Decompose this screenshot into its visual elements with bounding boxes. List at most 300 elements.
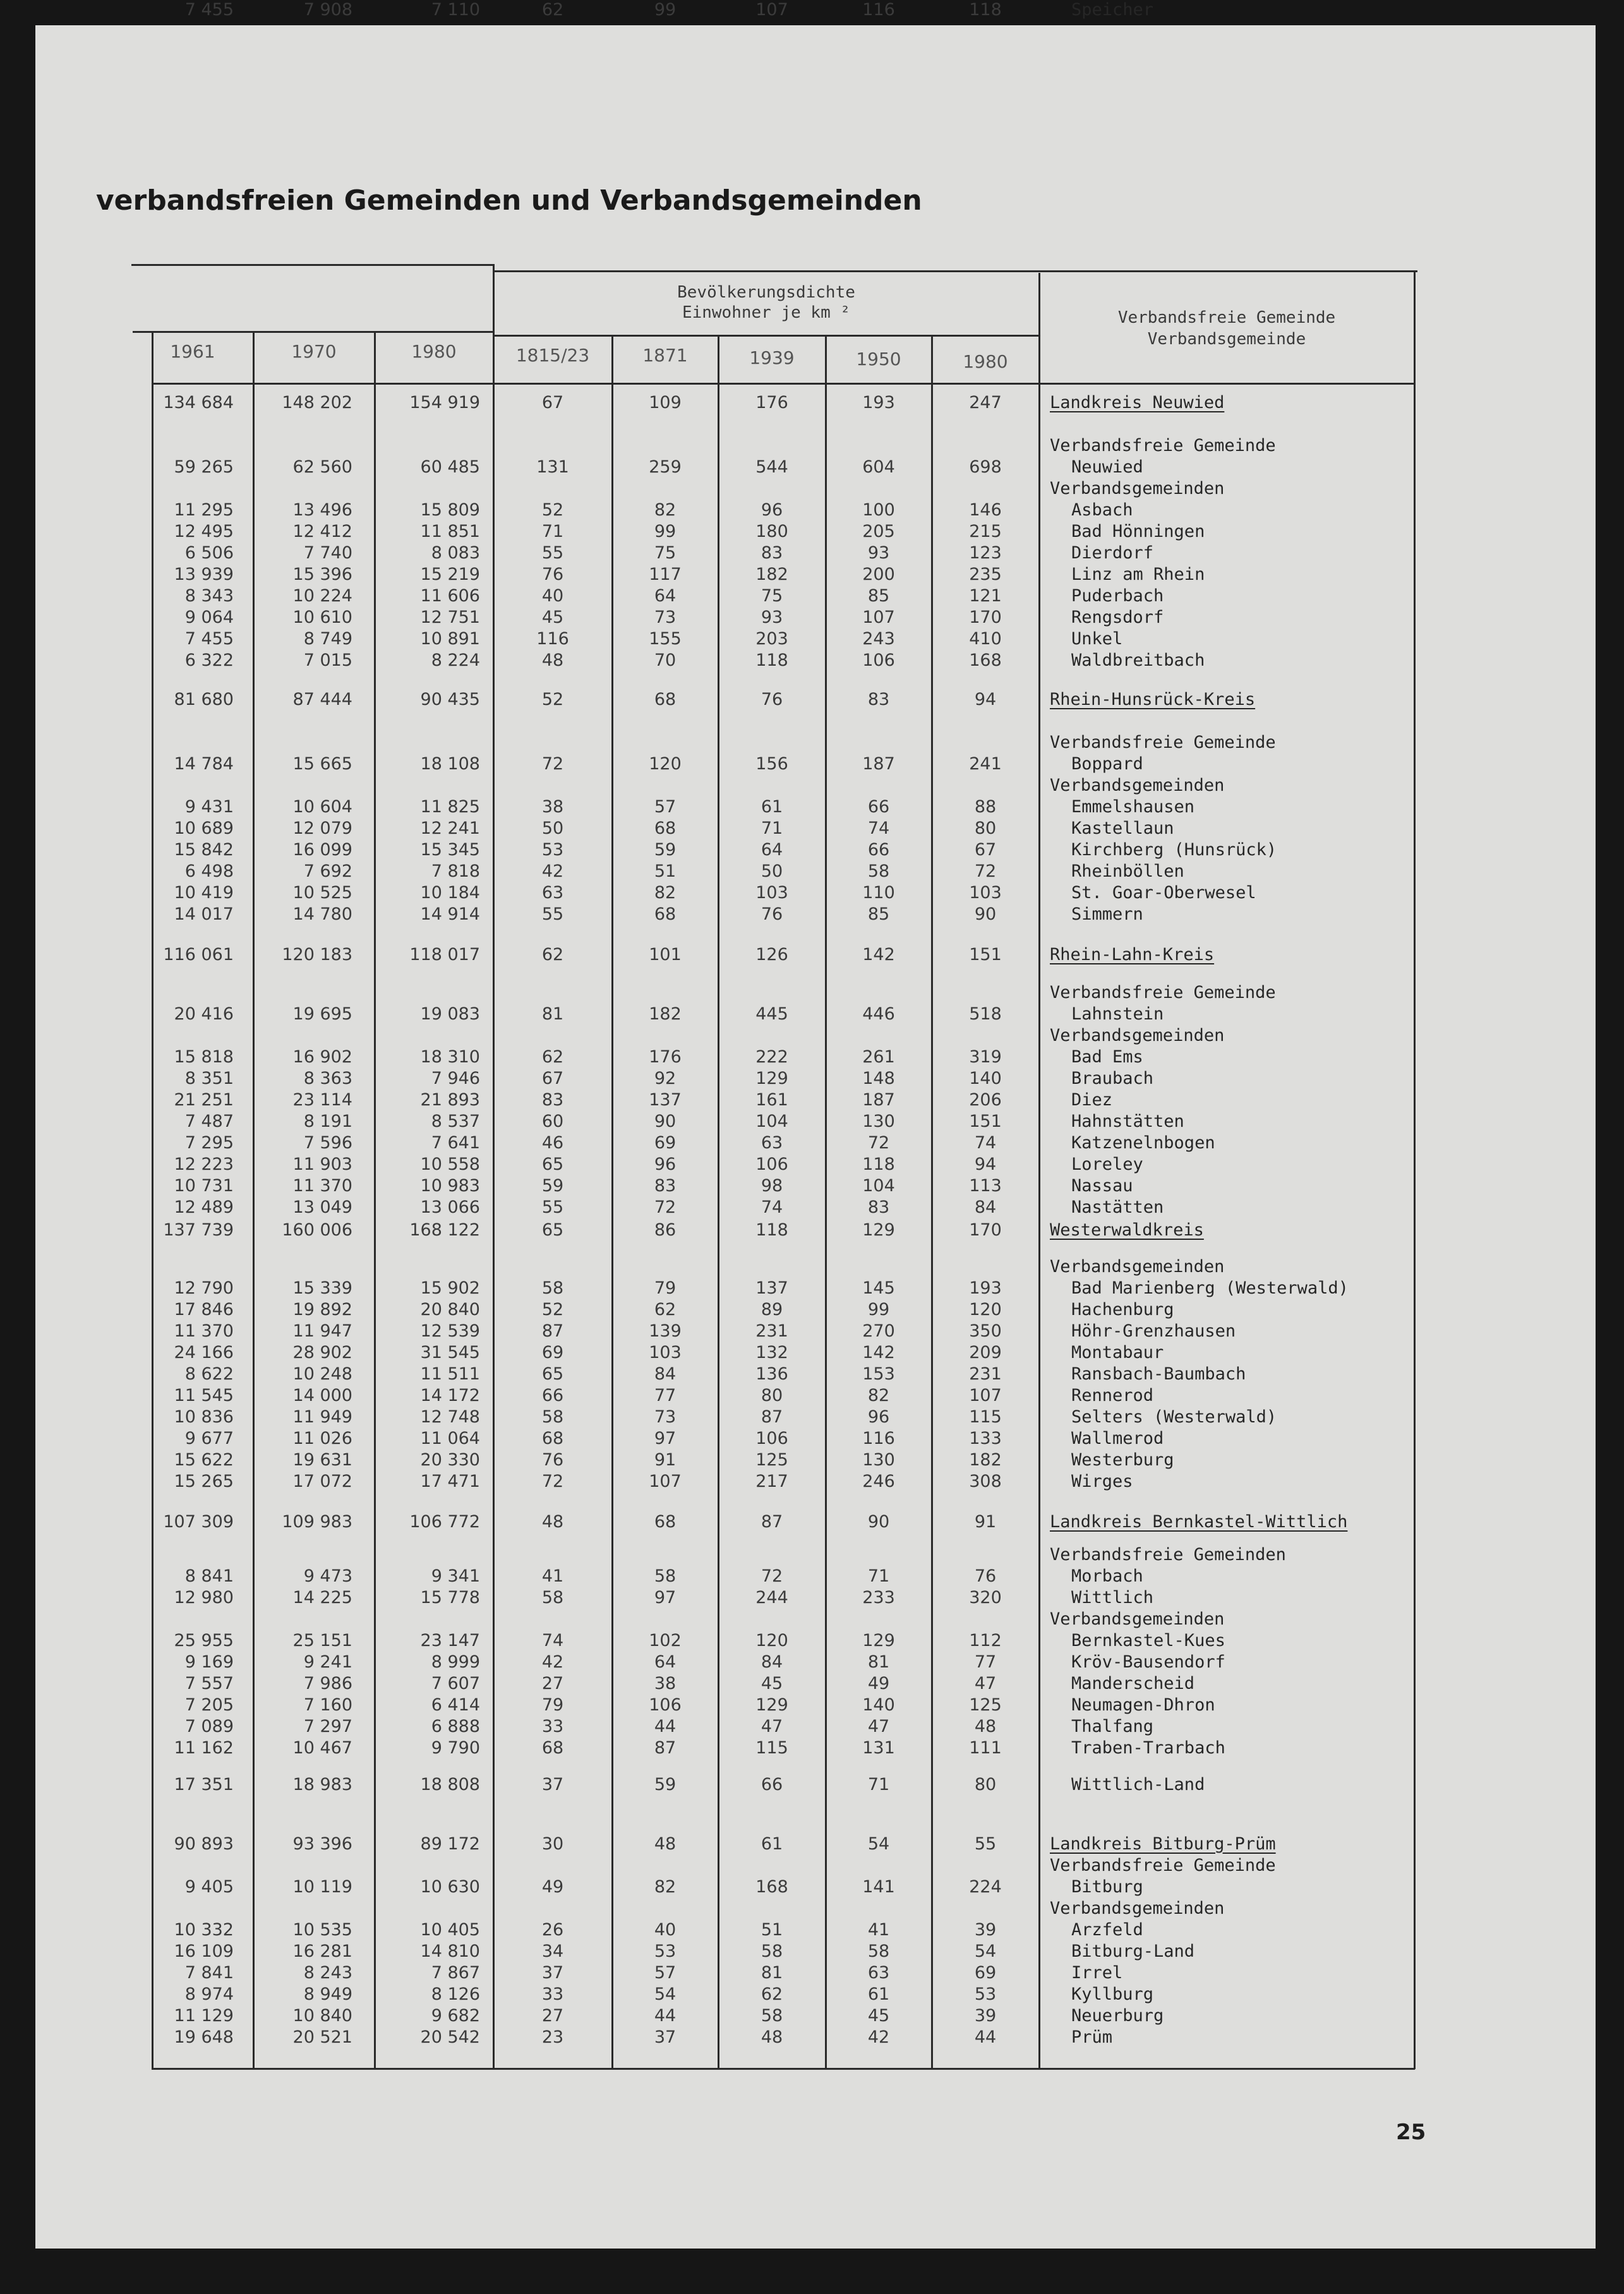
density-cell: 89	[761, 1300, 783, 1319]
population-cell: 14 914	[420, 904, 480, 924]
population-cell: 7 295	[184, 1133, 234, 1153]
density-cell: 99	[867, 1300, 890, 1319]
density-cell: 48	[654, 1834, 677, 1854]
population-cell: 14 784	[174, 754, 234, 774]
density-cell: 38	[654, 1674, 677, 1693]
density-cell: 75	[761, 586, 783, 606]
density-cell: 106	[755, 1429, 788, 1448]
table-row	[0, 883, 1624, 906]
table-row	[0, 1674, 1624, 1696]
density-cell: 33	[541, 1985, 564, 2004]
population-cell: 8 537	[431, 1112, 480, 1131]
municipality-name: Diez	[1071, 1090, 1113, 1110]
density-cell: 193	[969, 1278, 1002, 1298]
district-name: Landkreis Bitburg-Prüm	[1050, 1834, 1276, 1854]
table-row	[0, 522, 1624, 544]
density-cell: 62	[541, 1047, 564, 1067]
density-cell: 544	[755, 457, 788, 477]
population-cell: 19 695	[292, 1004, 352, 1024]
density-cell: 111	[969, 1738, 1002, 1758]
density-cell: 215	[969, 522, 1002, 541]
municipality-name: Höhr-Grenzhausen	[1071, 1321, 1236, 1341]
density-cell: 54	[654, 1985, 677, 2004]
name-col-header-line2: Verbandsgemeinde	[1147, 330, 1306, 349]
population-cell: 11 295	[174, 500, 234, 520]
density-group-header: Bevölkerungsdichte	[677, 283, 855, 302]
density-cell: 222	[755, 1047, 788, 1067]
density-cell: 120	[969, 1300, 1002, 1319]
population-cell: 15 809	[420, 500, 480, 520]
density-cell: 91	[974, 1512, 997, 1532]
table-row	[0, 1112, 1624, 1134]
district-name: Westerwaldkreis	[1050, 1220, 1204, 1240]
density-cell: 48	[541, 1512, 564, 1532]
density-cell: 445	[755, 1004, 788, 1024]
density-cell: 246	[862, 1472, 895, 1491]
density-cell: 90	[654, 1112, 677, 1131]
density-cell: 41	[867, 1920, 890, 1940]
population-cell: 14 780	[292, 904, 352, 924]
density-cell: 129	[862, 1631, 895, 1650]
municipality-name: Hahnstätten	[1071, 1112, 1184, 1131]
density-cell: 52	[541, 1300, 564, 1319]
population-cell: 8 974	[184, 1985, 234, 2004]
table-row	[0, 1942, 1624, 1964]
municipality-name: Westerburg	[1071, 1450, 1174, 1470]
population-cell: 10 610	[292, 608, 352, 627]
density-cell: 243	[862, 629, 895, 649]
population-cell: 11 370	[174, 1321, 234, 1341]
group-label: Verbandsgemeinden	[1050, 1257, 1225, 1276]
municipality-name: Wirges	[1071, 1472, 1133, 1491]
table-row	[0, 797, 1624, 820]
table-top-rule-left	[131, 264, 493, 266]
page-number: 25	[1396, 2120, 1426, 2145]
density-cell: 83	[867, 1198, 890, 1217]
population-cell: 12 079	[292, 819, 352, 838]
municipality-name: Lahnstein	[1071, 1004, 1164, 1024]
density-cell: 62	[541, 945, 564, 964]
density-cell: 156	[755, 754, 788, 774]
density-cell: 83	[654, 1176, 677, 1196]
population-cell: 60 485	[420, 457, 480, 477]
density-cell: 52	[541, 690, 564, 709]
density-cell: 64	[654, 586, 677, 606]
density-cell: 68	[541, 1429, 564, 1448]
population-cell: 10 630	[420, 1877, 480, 1897]
population-cell: 11 162	[174, 1738, 234, 1758]
table-row	[0, 1278, 1624, 1301]
population-cell: 81 680	[174, 690, 234, 709]
density-cell: 47	[974, 1674, 997, 1693]
group-label: Verbandsgemeinden	[1050, 1899, 1225, 1918]
density-cell: 57	[654, 797, 677, 817]
density-cell: 26	[541, 1920, 564, 1940]
municipality-name: Neuwied	[1071, 457, 1143, 477]
population-cell: 9 431	[184, 797, 234, 817]
density-cell: 121	[969, 586, 1002, 606]
density-cell: 54	[974, 1942, 997, 1961]
population-cell: 15 396	[292, 565, 352, 584]
density-cell: 118	[755, 651, 788, 670]
municipality-name: Selters (Westerwald)	[1071, 1407, 1277, 1427]
density-cell: 107	[969, 1386, 1002, 1405]
density-cell: 74	[974, 1133, 997, 1153]
population-cell: 10 224	[292, 586, 352, 606]
municipality-name: Asbach	[1071, 500, 1133, 520]
population-cell: 148 202	[282, 393, 352, 412]
table-row	[0, 904, 1624, 927]
density-cell: 67	[541, 393, 564, 412]
table-row	[0, 1877, 1624, 1900]
density-cell: 106	[862, 651, 895, 670]
population-cell: 9 405	[184, 1877, 234, 1897]
population-cell: 10 525	[292, 883, 352, 903]
population-cell: 6 322	[184, 651, 234, 670]
density-cell: 120	[649, 754, 682, 774]
population-cell: 17 471	[420, 1472, 480, 1491]
density-cell: 77	[974, 1652, 997, 1672]
population-cell: 28 902	[292, 1343, 352, 1362]
density-cell: 68	[654, 690, 677, 709]
density-cell: 112	[969, 1631, 1002, 1650]
density-cell: 116	[862, 0, 895, 20]
density-cell: 60	[541, 1112, 564, 1131]
density-cell: 59	[541, 1176, 564, 1196]
density-cell: 320	[969, 1588, 1002, 1607]
population-cell: 6 414	[431, 1695, 480, 1715]
population-cell: 7 015	[303, 651, 352, 670]
table-row	[0, 1069, 1624, 1091]
table-row	[0, 1386, 1624, 1408]
population-cell: 8 749	[303, 629, 352, 649]
population-cell: 7 455	[184, 0, 234, 20]
density-cell: 61	[761, 797, 783, 817]
table-row	[0, 945, 1624, 968]
density-cell: 85	[867, 904, 890, 924]
density-cell: 83	[867, 690, 890, 709]
table-row	[0, 1738, 1624, 1761]
population-cell: 9 341	[431, 1566, 480, 1586]
table-row	[0, 565, 1624, 587]
table-row	[0, 1588, 1624, 1611]
population-cell: 10 840	[292, 2006, 352, 2026]
density-cell: 77	[654, 1386, 677, 1405]
density-cell: 101	[649, 945, 682, 964]
population-cell: 7 740	[303, 543, 352, 563]
density-cell: 100	[862, 500, 895, 520]
density-cell: 182	[755, 565, 788, 584]
density-cell: 58	[867, 862, 890, 881]
population-cell: 7 641	[431, 1133, 480, 1153]
density-cell: 62	[761, 1985, 783, 2004]
group-label: Verbandsgemeinden	[1050, 479, 1225, 498]
density-cell: 102	[649, 1631, 682, 1650]
density-cell: 176	[649, 1047, 682, 1067]
population-cell: 11 129	[174, 2006, 234, 2026]
density-cell: 61	[867, 1985, 890, 2004]
municipality-name: Braubach	[1071, 1069, 1154, 1088]
density-cell: 187	[862, 754, 895, 774]
population-cell: 9 241	[303, 1652, 352, 1672]
density-cell: 87	[541, 1321, 564, 1341]
population-cell: 7 487	[184, 1112, 234, 1131]
year-header-1871: 1871	[642, 345, 688, 366]
density-cell: 126	[755, 945, 788, 964]
density-cell: 96	[654, 1155, 677, 1174]
table-row	[0, 1300, 1624, 1323]
density-cell: 37	[654, 2027, 677, 2047]
population-cell: 106 772	[409, 1512, 480, 1532]
population-cell: 7 607	[431, 1674, 480, 1693]
density-cell: 116	[536, 629, 569, 649]
population-cell: 120 183	[282, 945, 352, 964]
density-cell: 49	[541, 1877, 564, 1897]
density-cell: 131	[862, 1738, 895, 1758]
population-cell: 25 151	[292, 1631, 352, 1650]
table-row	[0, 393, 1624, 416]
population-cell: 8 243	[303, 1963, 352, 1983]
density-cell: 140	[969, 1069, 1002, 1088]
density-cell: 205	[862, 522, 895, 541]
density-cell: 92	[654, 1069, 677, 1088]
population-cell: 13 496	[292, 500, 352, 520]
population-cell: 24 166	[174, 1343, 234, 1362]
table-row	[0, 1652, 1624, 1675]
density-cell: 48	[761, 2027, 783, 2047]
density-cell: 168	[755, 1877, 788, 1897]
population-cell: 7 160	[303, 1695, 352, 1715]
density-cell: 193	[862, 393, 895, 412]
density-cell: 58	[654, 1566, 677, 1586]
municipality-name: Kröv-Bausendorf	[1071, 1652, 1225, 1672]
density-cell: 50	[761, 862, 783, 881]
density-cell: 76	[761, 904, 783, 924]
density-cell: 97	[654, 1588, 677, 1607]
table-row	[0, 1609, 1624, 1632]
table-row	[0, 1429, 1624, 1451]
population-cell: 15 665	[292, 754, 352, 774]
population-cell: 7 818	[431, 862, 480, 881]
table-row	[0, 629, 1624, 652]
population-cell: 23 114	[292, 1090, 352, 1110]
table-row	[0, 1220, 1624, 1243]
municipality-name: Kirchberg (Hunsrück)	[1071, 840, 1277, 860]
density-cell: 71	[867, 1775, 890, 1794]
density-cell: 37	[541, 1775, 564, 1794]
table-row	[0, 1026, 1624, 1048]
density-cell: 62	[654, 1300, 677, 1319]
pop-header-top	[133, 331, 493, 333]
municipality-name: Simmern	[1071, 904, 1143, 924]
density-cell: 48	[541, 651, 564, 670]
population-cell: 10 604	[292, 797, 352, 817]
municipality-name: Rennerod	[1071, 1386, 1154, 1405]
year-header-1980-density: 1980	[963, 351, 1008, 372]
density-cell: 40	[654, 1920, 677, 1940]
density-cell: 76	[761, 690, 783, 709]
municipality-name: Nastätten	[1071, 1198, 1164, 1217]
population-cell: 12 539	[420, 1321, 480, 1341]
group-label: Verbandsfreie Gemeinde	[1050, 733, 1276, 752]
municipality-name: Wittlich	[1071, 1588, 1154, 1607]
municipality-name: Katzenelnbogen	[1071, 1133, 1215, 1153]
density-cell: 53	[654, 1942, 677, 1961]
district-name: Landkreis Bernkastel-Wittlich	[1050, 1512, 1348, 1532]
density-cell: 44	[654, 1717, 677, 1736]
population-cell: 137 739	[163, 1220, 234, 1240]
population-cell: 7 596	[303, 1133, 352, 1153]
population-cell: 11 825	[420, 797, 480, 817]
population-cell: 14 172	[420, 1386, 480, 1405]
density-unit-header: Einwohner je km ²	[682, 303, 851, 322]
name-col-header-line1: Verbandsfreie Gemeinde	[1117, 308, 1336, 327]
density-cell: 116	[862, 1429, 895, 1448]
density-cell: 76	[974, 1566, 997, 1586]
density-cell: 109	[649, 393, 682, 412]
density-cell: 66	[867, 840, 890, 860]
density-cell: 106	[649, 1695, 682, 1715]
district-name: Landkreis Neuwied	[1050, 393, 1225, 412]
density-cell: 136	[755, 1364, 788, 1384]
population-cell: 11 947	[292, 1321, 352, 1341]
district-name: Rhein-Lahn-Kreis	[1050, 945, 1215, 964]
population-cell: 134 684	[163, 393, 234, 412]
population-cell: 8 126	[431, 1985, 480, 2004]
population-cell: 14 225	[292, 1588, 352, 1607]
density-cell: 71	[541, 522, 564, 541]
density-cell: 410	[969, 629, 1002, 649]
municipality-name: Bad Ems	[1071, 1047, 1143, 1067]
population-cell: 10 332	[174, 1920, 234, 1940]
municipality-name: Kyllburg	[1071, 1985, 1154, 2004]
municipality-name: Thalfang	[1071, 1717, 1154, 1736]
population-cell: 116 061	[163, 945, 234, 964]
municipality-name: Wittlich-Land	[1071, 1775, 1205, 1794]
density-cell: 115	[969, 1407, 1002, 1427]
density-cell: 46	[541, 1133, 564, 1153]
population-cell: 12 495	[174, 522, 234, 541]
population-cell: 11 064	[420, 1429, 480, 1448]
density-cell: 142	[862, 1343, 895, 1362]
table-top-rule-right	[493, 270, 1417, 272]
density-cell: 104	[755, 1112, 788, 1131]
population-cell: 15 902	[420, 1278, 480, 1298]
population-cell: 10 119	[292, 1877, 352, 1897]
density-cell: 51	[654, 862, 677, 881]
density-cell: 82	[654, 1877, 677, 1897]
density-cell: 59	[654, 840, 677, 860]
municipality-name: Morbach	[1071, 1566, 1143, 1586]
density-cell: 99	[654, 0, 677, 20]
density-cell: 38	[541, 797, 564, 817]
population-cell: 7 110	[431, 0, 480, 20]
population-cell: 154 919	[409, 393, 480, 412]
population-cell: 8 841	[184, 1566, 234, 1586]
density-cell: 66	[541, 1386, 564, 1405]
municipality-name: Rengsdorf	[1071, 608, 1164, 627]
municipality-name: Ransbach-Baumbach	[1071, 1364, 1246, 1384]
table-row	[0, 1717, 1624, 1739]
density-cell: 58	[541, 1588, 564, 1607]
population-cell: 15 265	[174, 1472, 234, 1491]
density-cell: 115	[755, 1738, 788, 1758]
table-row	[0, 1364, 1624, 1387]
population-cell: 9 064	[184, 608, 234, 627]
density-cell: 231	[969, 1364, 1002, 1384]
density-cell: 47	[761, 1717, 783, 1736]
table-row	[0, 1155, 1624, 1177]
population-cell: 10 558	[420, 1155, 480, 1174]
table-row	[0, 1545, 1624, 1568]
density-cell: 39	[974, 1920, 997, 1940]
density-cell: 33	[541, 1717, 564, 1736]
population-cell: 20 542	[420, 2027, 480, 2047]
density-cell: 241	[969, 754, 1002, 774]
table-row	[0, 1899, 1624, 1921]
table-row	[0, 1985, 1624, 2007]
density-cell: 133	[969, 1429, 1002, 1448]
population-cell: 12 980	[174, 1588, 234, 1607]
population-cell: 6 888	[431, 1717, 480, 1736]
density-cell: 203	[755, 629, 788, 649]
density-cell: 73	[654, 1407, 677, 1427]
table-row	[0, 1472, 1624, 1494]
density-cell: 71	[867, 1566, 890, 1586]
municipality-name: Prüm	[1071, 2027, 1113, 2047]
density-cell: 55	[541, 543, 564, 563]
density-cell: 83	[761, 543, 783, 563]
table-row	[0, 436, 1624, 459]
density-cell: 130	[862, 1112, 895, 1131]
population-cell: 14 017	[174, 904, 234, 924]
density-cell: 106	[755, 1155, 788, 1174]
table-bottom-border	[152, 2068, 1415, 2070]
density-cell: 55	[974, 1834, 997, 1854]
density-cell: 94	[974, 690, 997, 709]
density-cell: 80	[761, 1386, 783, 1405]
density-cell: 182	[969, 1450, 1002, 1470]
municipality-name: Linz am Rhein	[1071, 565, 1205, 584]
group-label: Verbandsfreie Gemeinde	[1050, 1856, 1276, 1875]
population-cell: 12 751	[420, 608, 480, 627]
density-cell: 67	[974, 840, 997, 860]
density-cell: 224	[969, 1877, 1002, 1897]
density-cell: 85	[867, 586, 890, 606]
population-cell: 7 205	[184, 1695, 234, 1715]
density-cell: 69	[654, 1133, 677, 1153]
density-cell: 87	[761, 1512, 783, 1532]
density-cell: 200	[862, 565, 895, 584]
population-cell: 17 846	[174, 1300, 234, 1319]
density-cell: 47	[867, 1717, 890, 1736]
table-row	[0, 1176, 1624, 1199]
group-label: Verbandsgemeinden	[1050, 776, 1225, 795]
density-cell: 81	[541, 1004, 564, 1024]
population-cell: 16 281	[292, 1942, 352, 1961]
population-cell: 11 949	[292, 1407, 352, 1427]
density-cell: 350	[969, 1321, 1002, 1341]
density-cell: 107	[862, 608, 895, 627]
density-cell: 40	[541, 586, 564, 606]
density-cell: 84	[974, 1198, 997, 1217]
density-cell: 94	[974, 1155, 997, 1174]
municipality-name: Wallmerod	[1071, 1429, 1164, 1448]
table-row	[0, 1566, 1624, 1589]
density-cell: 88	[974, 797, 997, 817]
density-cell: 129	[755, 1069, 788, 1088]
table-row	[0, 733, 1624, 755]
